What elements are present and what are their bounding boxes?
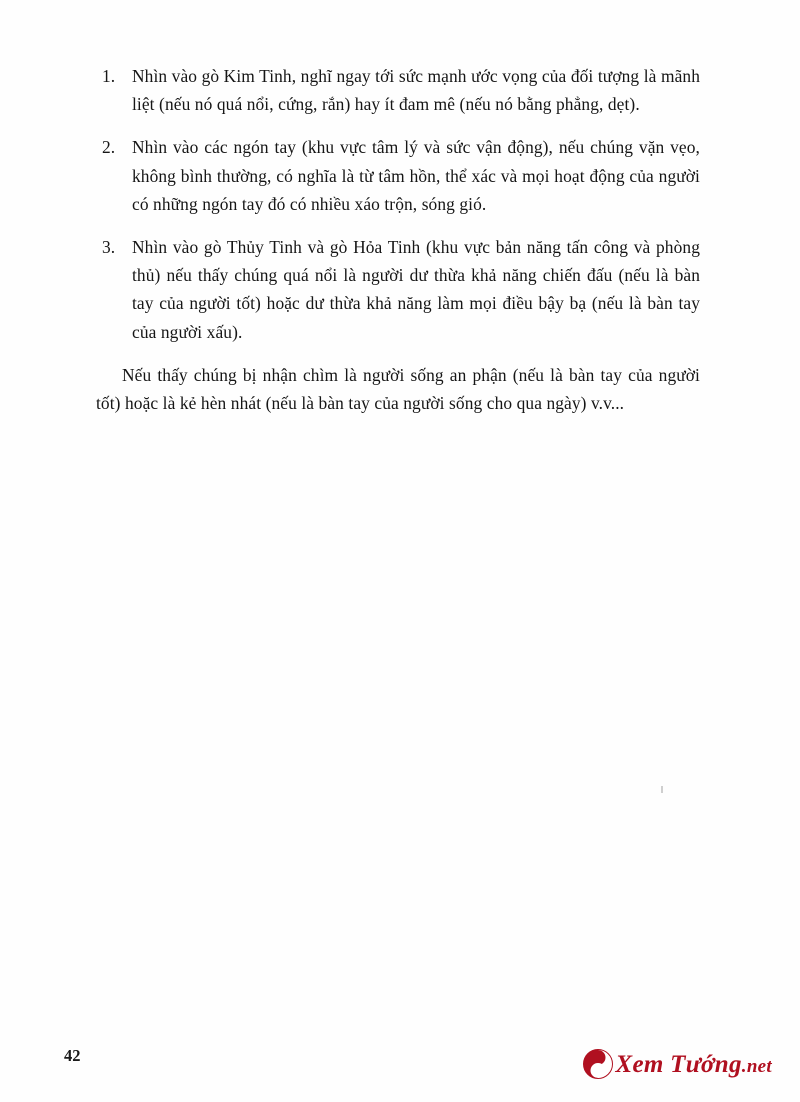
list-item-marker: 3. [102, 236, 116, 257]
page-content [96, 62, 700, 417]
watermark-logo [583, 1042, 772, 1086]
list-item-marker: 1. [102, 66, 116, 86]
list-item-text: Nhìn vào gò Kim Tinh, nghĩ ngay tới sức mạnh ước vọng của đối tượng là mãnh liệt (nếu nó quá nổi, cứng, rắn) hay ít đam mê (nếu nó bằng phẳng, dẹt). [132, 66, 700, 115]
list-item-text: Nhìn vào các ngón tay (khu vực tâm lý và sức vận động), nếu chúng vặn vẹo, không bình thường, có nghĩa là từ tâm hồn, thể xác và mọi hoạt động của người có những ngón tay đó có nhiều xáo trộn, sóng gió. [132, 137, 700, 214]
list-item [96, 133, 700, 218]
watermark-brand [616, 1052, 772, 1077]
page-number: 42 [64, 1046, 81, 1065]
list-item-text: Nhìn vào gò Thủy Tinh và gò Hỏa Tinh (khu vực bản năng tấn công và phòng thủ) nếu thấy chúng quá nổi là người dư thừa khả năng chiến đấu (nếu là bàn tay của người tốt) hoặc dư thừa khả năng làm mọi điều bậy bạ (nếu là bàn tay của người xấu). [132, 236, 700, 342]
list-item [96, 62, 700, 118]
list-item [96, 233, 700, 346]
list-item-marker: 2. [102, 137, 116, 158]
watermark-brand-suffix: .net [741, 1055, 772, 1077]
closing-paragraph: Nếu thấy chúng bị nhận chìm là người sống an phận (nếu là bàn tay của người tốt) hoặc là kẻ hèn nhát (nếu là bàn tay của người sống cho qua ngày) v.v... [96, 364, 700, 413]
numbered-list [96, 62, 700, 346]
yin-yang-icon [583, 1049, 613, 1079]
page-speck [661, 786, 663, 793]
watermark-brand-name: Xem Tướng [615, 1050, 742, 1078]
